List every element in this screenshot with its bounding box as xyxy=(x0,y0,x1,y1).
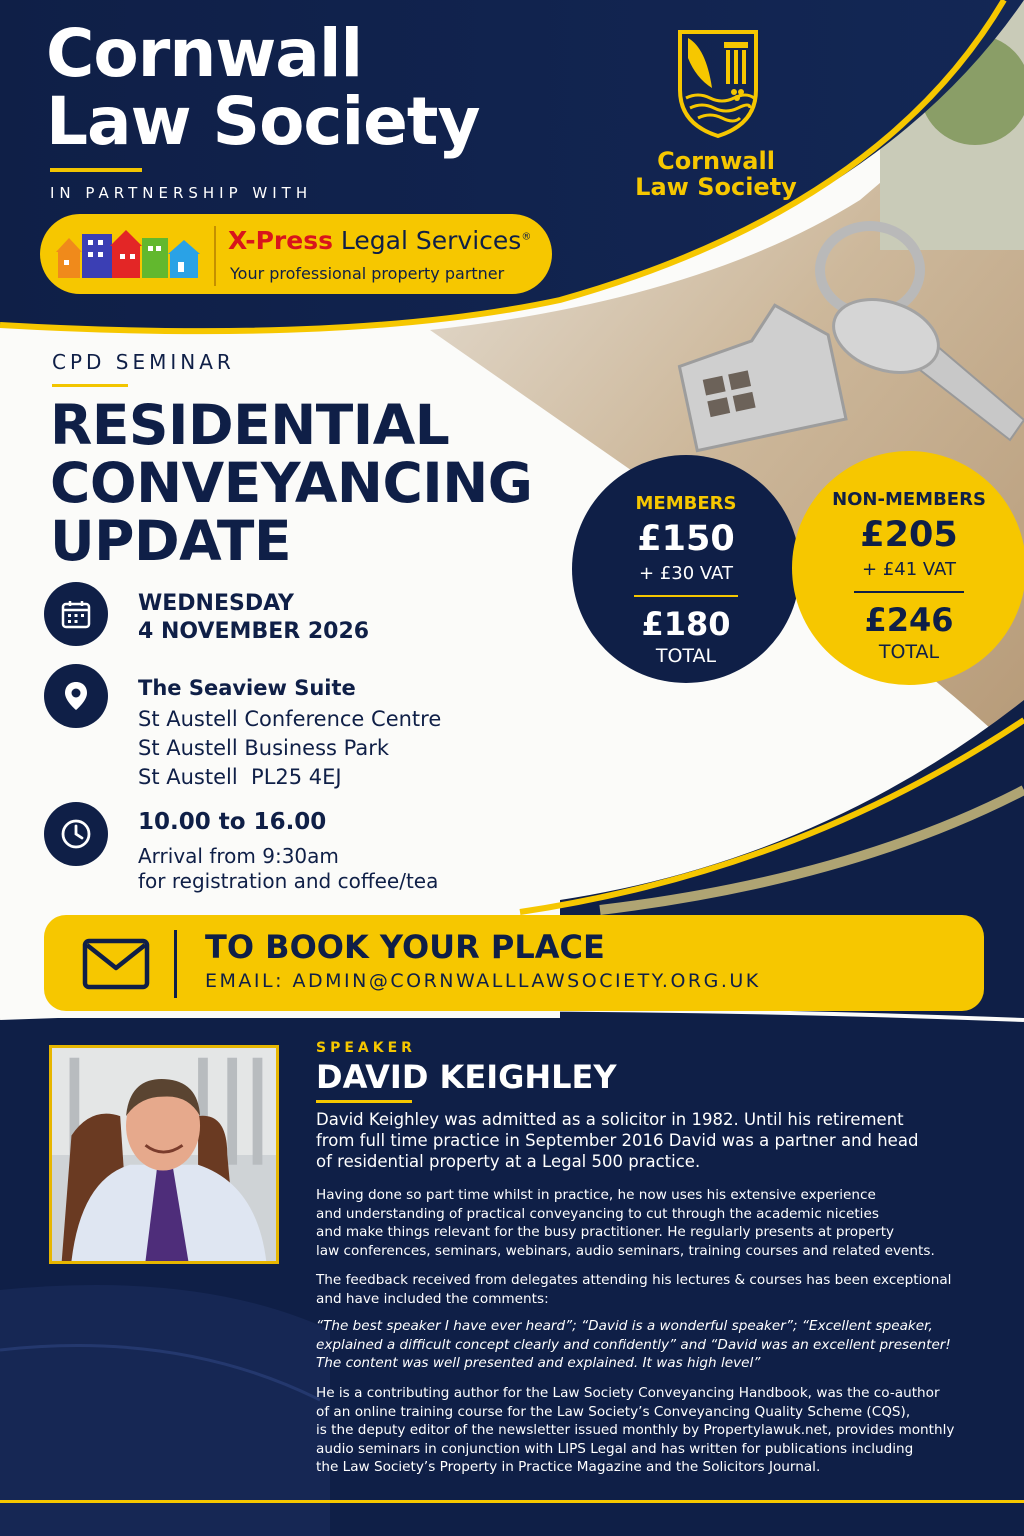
seminar-title-line1: RESIDENTIAL xyxy=(50,393,450,457)
non-members-price-badge xyxy=(792,451,1024,685)
speaker-bio-feedback: The feedback received from delegates attending his lectures & courses has been exceptional and have included the comments: xyxy=(316,1272,952,1307)
booking-email-link[interactable]: EMAIL: ADMIN@CORNWALLLAWSOCIETY.ORG.UK xyxy=(205,970,761,992)
speaker-bio-experience: Having done so part time whilst in practice, he now uses his extensive experience and understanding of practical conveyancing to cut through the academic niceties and make things relevant for the busy practitioner. He regularly presents at property law conferences, seminars, webinars, audio seminars, training courses and related events. xyxy=(316,1187,935,1259)
title-underline xyxy=(50,168,142,172)
non-members-total: £246 xyxy=(864,601,954,639)
members-price: £150 xyxy=(637,519,735,559)
members-vat: + £30 VAT xyxy=(639,563,733,584)
crest-icon xyxy=(676,28,760,138)
members-total-label: TOTAL xyxy=(655,645,717,667)
members-divider xyxy=(634,595,738,597)
houses-icon xyxy=(56,228,202,280)
speaker-bio-publications: He is a contributing author for the Law Society Conveyancing Handbook, was the co-author of an online training course for the Law Society’s Conveyancing Quality Scheme (CQS), is the deputy editor of the newsletter issued monthly by Propertylawuk.net, provides monthly audio seminars in conjunction with LIPS Legal and has written for publications including the Law Society’s Property in Practice Magazine and the Solicitors Journal. xyxy=(316,1385,955,1475)
speaker-photo xyxy=(49,1045,279,1264)
house-keys-image xyxy=(600,200,1024,500)
venue-name: The Seaview Suite xyxy=(138,676,356,700)
venue-address-line1: St Austell Conference Centre xyxy=(138,707,442,731)
speaker-testimonials: “The best speaker I have ever heard”; “David is a wonderful speaker”; “Excellent speaker, explained a difficult concept clearly and confidently” and “David was an excellent presenter! The content was well presented and explained. It was high level” xyxy=(316,1318,951,1371)
booking-title: TO BOOK YOUR PLACE xyxy=(205,928,605,966)
clock-icon xyxy=(44,802,108,866)
speaker-label: SPEAKER xyxy=(316,1040,416,1056)
society-title xyxy=(46,15,480,160)
members-price-badge xyxy=(572,455,800,683)
location-pin-icon xyxy=(44,664,108,728)
speaker-bio-intro: David Keighley was admitted as a solicitor in 1982. Until his retirement from full time practice in September 2016 David was a partner and head of residential property at a Legal 500 practice. xyxy=(316,1110,919,1171)
venue-address xyxy=(138,705,441,792)
seminar-title xyxy=(50,393,533,573)
event-time: 10.00 to 16.00 xyxy=(138,809,327,835)
non-members-total-label: TOTAL xyxy=(878,641,940,663)
members-total: £180 xyxy=(641,605,731,643)
seminar-type: CPD SEMINAR xyxy=(52,350,235,374)
envelope-icon xyxy=(82,938,150,990)
event-date xyxy=(138,590,369,646)
arrival-line2: for registration and coffee/tea xyxy=(138,869,439,893)
non-members-divider xyxy=(854,591,964,593)
calendar-icon xyxy=(44,582,108,646)
speaker-name: DAVID KEIGHLEY xyxy=(316,1058,617,1096)
registered-mark: ® xyxy=(521,231,532,243)
event-day: WEDNESDAY xyxy=(138,591,294,616)
society-title-line1: Cornwall xyxy=(46,15,363,92)
partner-name xyxy=(228,226,531,255)
non-members-vat: + £41 VAT xyxy=(862,559,956,580)
arrival-line1: Arrival from 9:30am xyxy=(138,844,339,868)
partner-name-highlight: X-Press xyxy=(228,226,333,255)
non-members-label: NON-MEMBERS xyxy=(832,489,986,510)
speaker-name-underline xyxy=(316,1100,412,1103)
seminar-title-line2: CONVEYANCING xyxy=(50,451,533,515)
logo-line1: Cornwall xyxy=(657,147,775,175)
logo-line2: Law Society xyxy=(635,173,797,201)
members-label: MEMBERS xyxy=(635,493,737,514)
booking-divider xyxy=(174,930,177,998)
seminar-type-underline xyxy=(52,384,128,387)
venue-address-line3: St Austell PL25 4EJ xyxy=(138,765,342,789)
logo-wordmark xyxy=(618,148,814,200)
non-members-price: £205 xyxy=(860,515,958,555)
partnership-text: IN PARTNERSHIP WITH xyxy=(50,184,313,202)
partner-name-rest: Legal Services xyxy=(332,226,522,255)
seminar-title-line3: UPDATE xyxy=(50,509,292,573)
event-date-text: 4 NOVEMBER 2026 xyxy=(138,619,370,644)
arrival-info xyxy=(138,844,438,894)
partner-tagline: Your professional property partner xyxy=(230,264,505,283)
partner-divider xyxy=(214,226,216,286)
society-title-line2: Law Society xyxy=(46,83,480,160)
footer-rule xyxy=(0,1500,1024,1503)
venue-address-line2: St Austell Business Park xyxy=(138,736,390,760)
